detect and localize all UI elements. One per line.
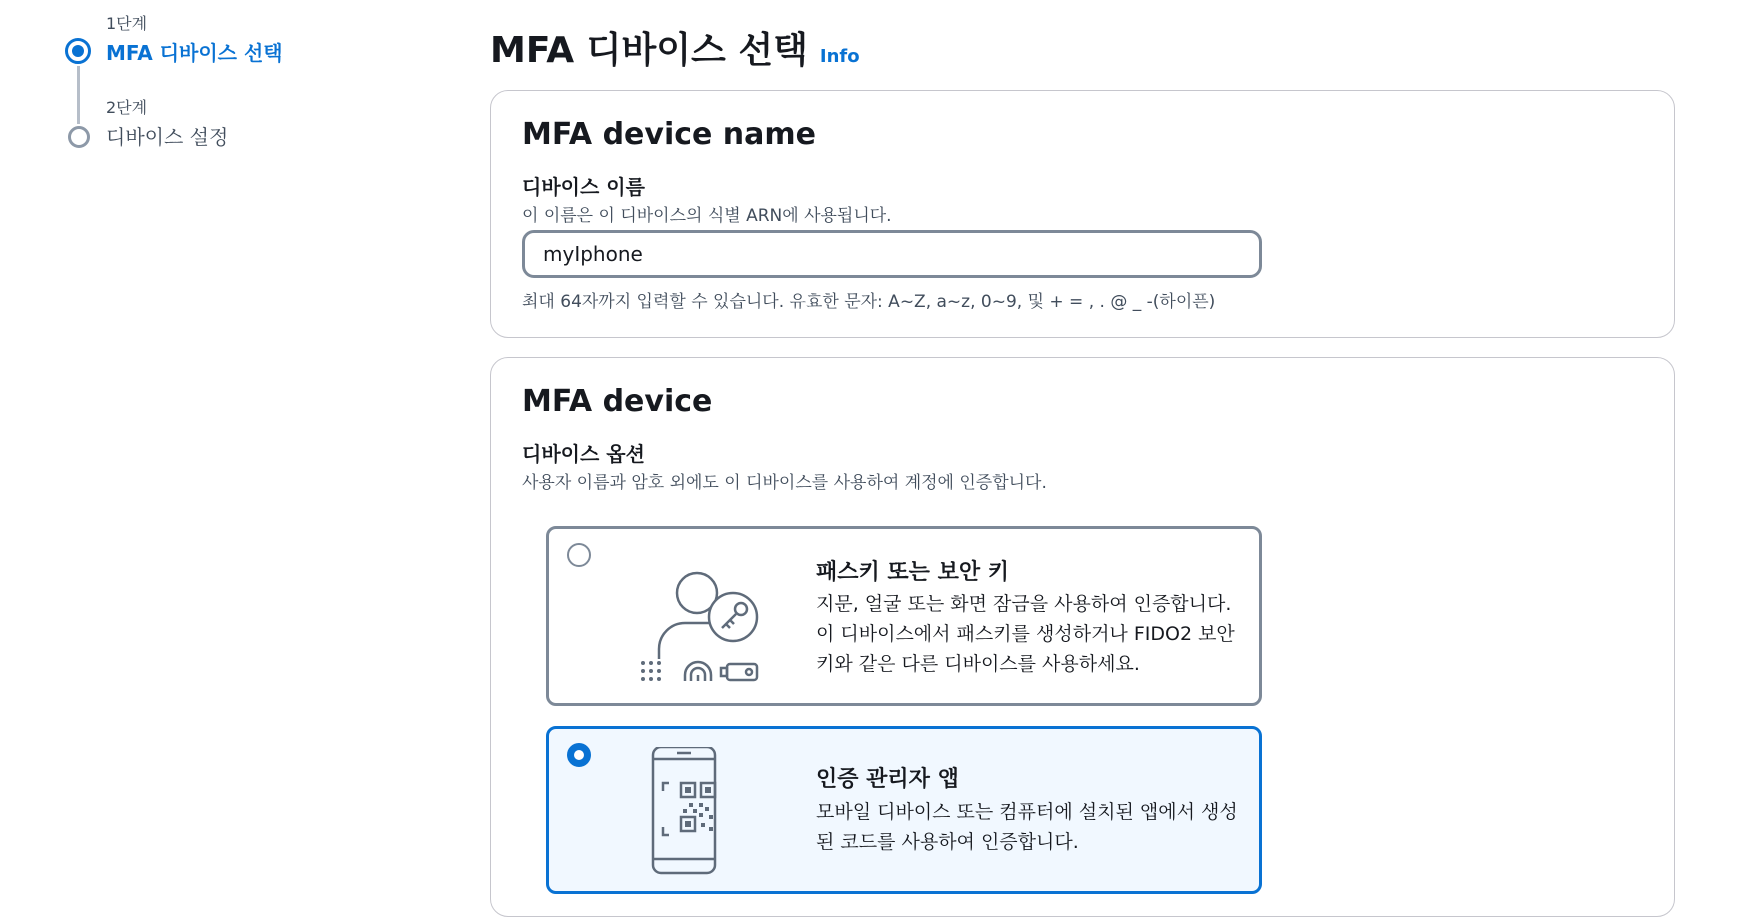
step-connector <box>77 66 80 124</box>
passkey-security-key-icon <box>629 547 779 687</box>
page-title-text: MFA 디바이스 선택 <box>490 30 808 71</box>
device-name-constraint: 최대 64자까지 입력할 수 있습니다. 유효한 문자: A~Z, a~z, 0~9, 및 + = , . @ _ -(하이픈) <box>522 292 1216 312</box>
option-passkey[interactable] <box>546 526 1262 706</box>
step-1-link[interactable]: MFA 디바이스 선택 <box>106 41 283 65</box>
radio-unselected-icon[interactable] <box>567 543 591 567</box>
option-passkey-title: 패스키 또는 보안 키 <box>816 560 1009 585</box>
option-authenticator-app[interactable] <box>546 726 1262 894</box>
option-passkey-description: 지문, 얼굴 또는 화면 잠금을 사용하여 인증합니다. 이 디바이스에서 패스키를 생성하거나 FIDO2 보안 키와 같은 다른 디바이스를 사용하세요. <box>816 593 1235 675</box>
option-authenticator-title: 인증 관리자 앱 <box>816 767 959 792</box>
option-authenticator-description: 모바일 디바이스 또는 컴퓨터에 설치된 앱에서 생성된 코드를 사용하여 인증합니다. <box>816 801 1238 853</box>
mfa-device-card <box>490 357 1675 917</box>
device-name-label: 디바이스 이름 <box>522 175 645 199</box>
device-name-input[interactable] <box>522 230 1262 278</box>
card-title: MFA device name <box>522 117 817 152</box>
radio-selected-icon[interactable] <box>567 743 591 767</box>
device-options-label: 디바이스 옵션 <box>522 442 645 466</box>
wizard-stepper <box>0 0 400 200</box>
step-1-caption: 1단계 <box>106 14 148 33</box>
device-options-description: 사용자 이름과 암호 외에도 이 디바이스를 사용하여 계정에 인증합니다. <box>522 473 1047 493</box>
card-title: MFA device <box>522 384 713 419</box>
info-link[interactable]: Info <box>819 46 860 67</box>
device-name-description: 이 이름은 이 디바이스의 식별 ARN에 사용됩니다. <box>522 206 892 226</box>
device-name-card <box>490 90 1675 338</box>
step-2-indicator-icon <box>68 126 90 148</box>
step-2-link: 디바이스 설정 <box>106 125 229 149</box>
step-1-indicator-icon <box>65 38 91 64</box>
step-2-caption: 2단계 <box>106 98 148 117</box>
page-title <box>490 22 860 73</box>
authenticator-app-icon <box>629 747 729 877</box>
